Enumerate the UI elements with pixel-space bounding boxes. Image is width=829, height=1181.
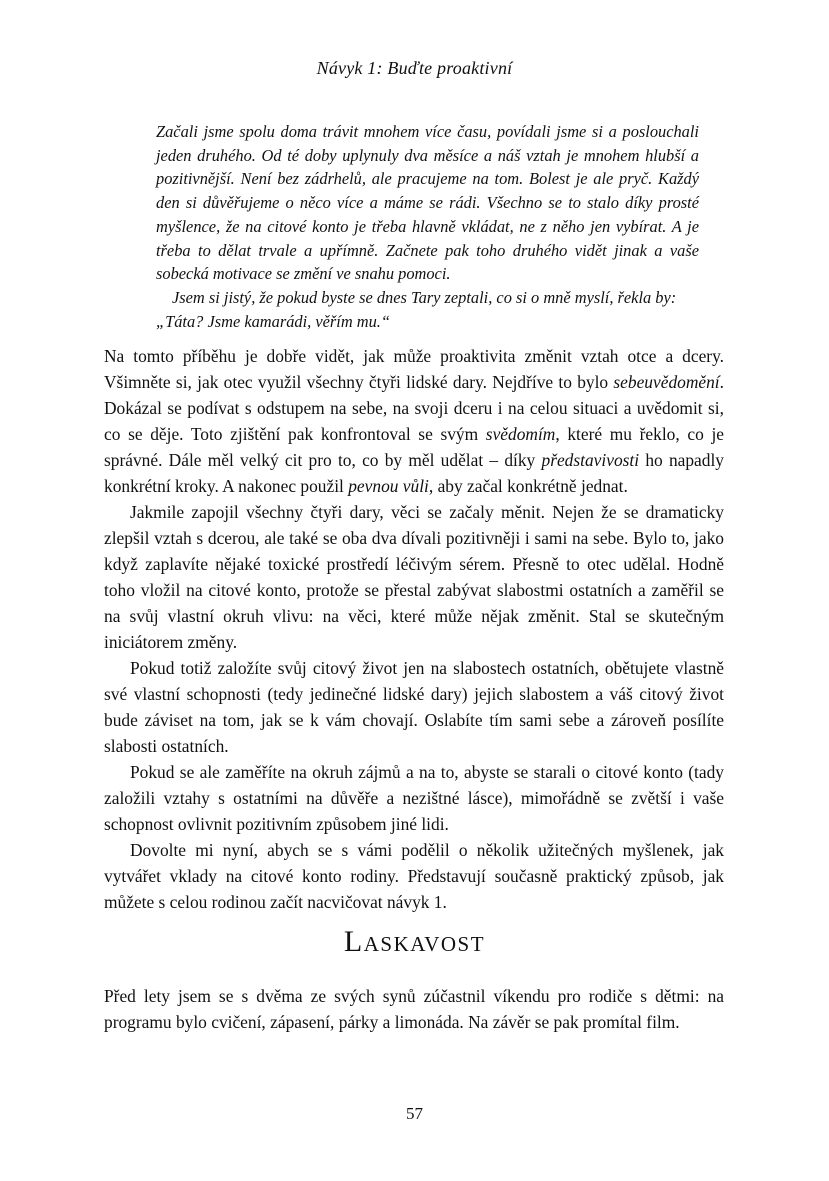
quote-paragraph: Jsem si jistý, že pokud byste se dnes Tary zeptali, co si o mně myslí, řekla by: (172, 287, 677, 307)
block-quote (156, 120, 699, 333)
body-paragraph: Pokud totiž založíte svůj citový život jen na slabostech ostatních, obětujete vlastně své vlastní schopnosti (tedy jedinečné lidské dary) jejich slabostem a váš citový život bude záviset na tom, jak se k vám chovají. Oslabíte tím sami sebe a zároveň posílíte slabosti ostatních. (104, 658, 724, 756)
text-run: . Dokázal se podívat s odstupem na sebe, na svoji dceru i na celou situaci a uvědomit si, co se děje. Toto zjištění pak konfrontoval se svým (104, 372, 724, 444)
text-run: , které mu řeklo, co je správné. Dále měl velký cit pro to, co by měl udělat – díky (104, 424, 725, 470)
section-heading: Laskavost (343, 925, 486, 958)
running-head: Návyk 1: Buďte proaktivní (316, 58, 513, 78)
text-run: ho napadly konkrétní kroky. A nakonec použil (104, 450, 724, 496)
body-text (104, 343, 724, 915)
body-paragraph: Jakmile zapojil všechny čtyři dary, věci se začaly měnit. Nejen že se dramaticky zlepšil vztah s dcerou, ale také se oba dva dívali pozitivněji i sami na sebe. Bylo to, jako když zaplavíte nějaké toxické prostředí léčivým sérem. Přesně to otec udělal. Hodně toho vložil na citové konto, protože se přestal zabývat slabostmi ostatních a zaměřil se na svůj vlastní okruh vlivu: na věci, které může nějak změnit. Stal se skutečným iniciátorem změny. (104, 502, 724, 652)
quote-paragraph: „Táta? Jsme kamarádi, věřím mu.“ (156, 311, 391, 331)
section-text (104, 983, 724, 1035)
text-run: , aby začal konkrétně jednat. (428, 476, 628, 496)
quote-paragraph: Začali jsme spolu doma trávit mnohem více času, povídali jsme si a poslouchali jeden druhého. Od té doby uplynuly dva měsíce a náš vztah je mnohem hlubší a pozitivnější. Není bez zádrhelů, ale pracujeme na tom. Bolest je ale pryč. Každý den si důvěřujeme o něco více a máme se rádi. Všechno se to stalo díky prosté myšlence, že na citové konto je třeba hlavně vkládat, ne z něho jen vybírat. A je třeba to dělat trvale a upřímně. Začnete pak toho druhého vidět jinak a vaše sobecká motivace se změní ve snahu pomoci. (156, 122, 699, 284)
body-paragraph: Pokud se ale zaměříte na okruh zájmů a na to, abyste se starali o citové konto (tady založili vztahy s ostatními na důvěře a nezištné lásce), mimořádně se zvětší i vaše schopnost ovlivnit pozitivním způsobem jiné lidi. (104, 762, 724, 834)
page-number: 57 (406, 1104, 423, 1123)
emphasis: sebeuvědomění (613, 372, 720, 392)
section-paragraph: Před lety jsem se s dvěma ze svých synů zúčastnil víkendu pro rodiče s dětmi: na programu bylo cvičení, zápasení, párky a limonáda. Na závěr se pak promítal film. (104, 986, 724, 1032)
emphasis: svědomím (485, 424, 556, 444)
emphasis: pevnou vůli (348, 476, 429, 496)
body-paragraph (104, 343, 724, 499)
text-run: Na tomto příběhu je dobře vidět, jak může proaktivita změnit vztah otce a dcery. Všimněte si, jak otec využil všechny čtyři lidské dary. Nejdříve to bylo (104, 346, 724, 392)
body-paragraph: Dovolte mi nyní, abych se s vámi podělil o několik užitečných myšlenek, jak vytvářet vklady na citové konto rodiny. Představují současně praktický způsob, jak můžete s celou rodinou začít nacvičovat návyk 1. (104, 840, 724, 912)
emphasis: představivosti (541, 450, 640, 470)
